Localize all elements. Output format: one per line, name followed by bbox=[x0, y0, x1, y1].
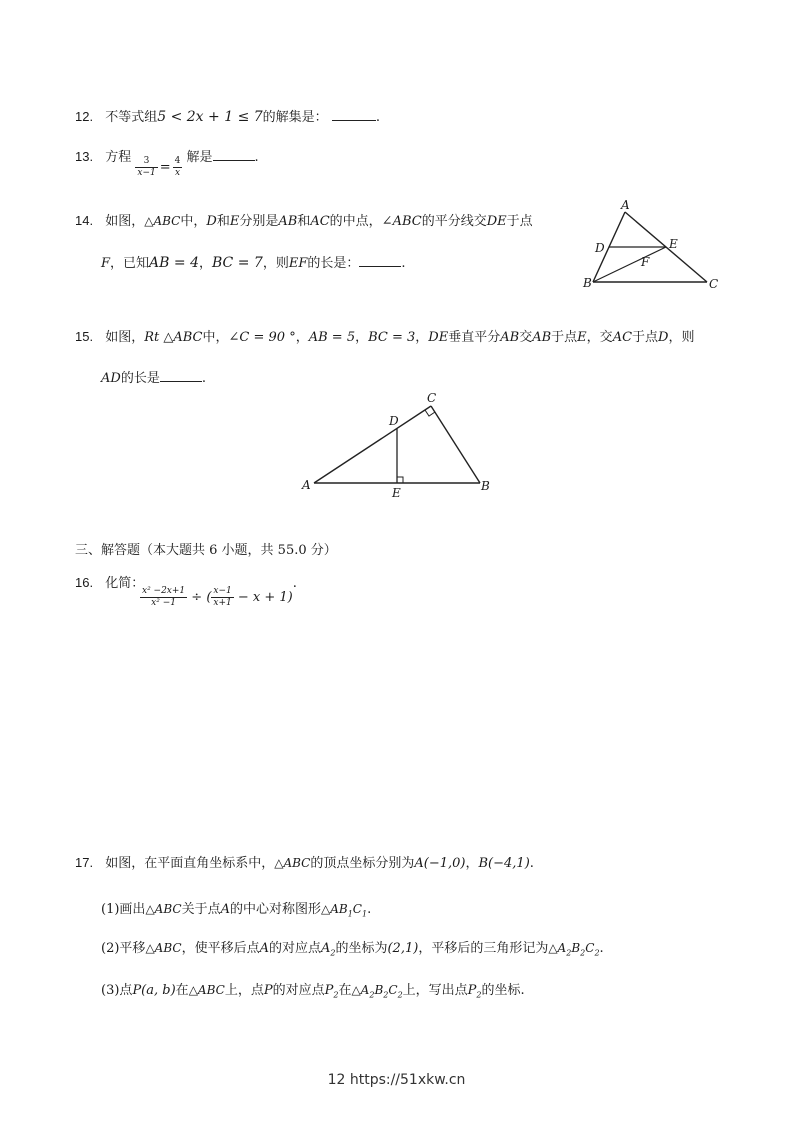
question-number: 14. bbox=[75, 213, 94, 228]
q12-text: 不等式组 bbox=[105, 110, 158, 125]
question-number: 12. bbox=[75, 109, 94, 124]
triangle-figure-15 bbox=[298, 388, 498, 503]
question-14-line2: F，已知AB = 4，BC = 7，则EF的长是： . bbox=[101, 255, 406, 271]
answer-blank[interactable] bbox=[332, 120, 376, 121]
angle: ∠ABC bbox=[381, 214, 422, 229]
triangle: △ABC bbox=[144, 214, 181, 228]
q16-expression: $\frac{\text{x² −2x+1}}{\text{x² −1}}$ ÷ ( $\frac{x-1}{x+1}$ − x + 1). bbox=[142, 576, 297, 608]
label-E: E bbox=[392, 486, 401, 500]
answer-blank[interactable] bbox=[359, 266, 401, 267]
q13-text: 解是 bbox=[186, 150, 213, 165]
page-footer: 12 https://51xkw.cn bbox=[327, 1072, 466, 1088]
period: . bbox=[375, 110, 380, 125]
label-C: C bbox=[427, 391, 437, 405]
fraction: $\frac{3}{x-1}$ bbox=[137, 156, 156, 178]
q12-text: 的解集是： bbox=[262, 110, 328, 125]
fraction: $\frac{4}{x}$ bbox=[174, 156, 181, 178]
label-B: B bbox=[583, 276, 592, 290]
segment-AC bbox=[314, 406, 431, 483]
question-15: 15. 如图，Rt △ABC中，∠C = 90 °，AB = 5，BC = 3，DE垂直平分AB交AB于点E，交AC于点D，则 bbox=[75, 329, 695, 345]
fraction: $\frac{x-1}{x+1}$ bbox=[213, 586, 232, 608]
q17-part-1: (1)画出△ABC关于点A的中心对称图形$\triangle AB_1C_1$. bbox=[101, 902, 372, 919]
question-number: 13. bbox=[75, 149, 94, 164]
question-number: 16. bbox=[75, 575, 94, 590]
right-angle-mark-E bbox=[397, 477, 403, 483]
question-number: 17. bbox=[75, 855, 94, 870]
inequality: 5 < 2x + 1 ≤ 7 bbox=[157, 109, 263, 125]
fraction: $\frac{\text{x² −2x+1}}{\text{x² −1}}$ bbox=[142, 586, 186, 608]
answer-blank[interactable] bbox=[213, 160, 255, 161]
triangle: Rt △ABC bbox=[144, 330, 203, 345]
question-17: 17. 如图，在平面直角坐标系中，△ABC的顶点坐标分别为A(−1,0)，B(−4,1). bbox=[75, 855, 534, 871]
label-D: D bbox=[595, 241, 605, 255]
section-heading: 三、解答题（本大题共 6 小题，共 55.0 分） bbox=[75, 543, 337, 558]
q17-part-3: (3)点P(a, b)在△ABC上，点P的对应点$P_2$在$\triangle A_2B_2C_2$上，写出点$P_2$的坐标. bbox=[101, 983, 525, 1000]
q17-part-2: (2)平移△ABC，使平移后点A的对应点$A_2$的坐标为(2,1)，平移后的三角形记为$\triangle A_2B_2C_2$. bbox=[101, 941, 604, 958]
question-number: 15. bbox=[75, 329, 94, 344]
q13-text: 方程 bbox=[105, 150, 132, 165]
question-13: 13. 方程 $\frac{3}{x-1}$ = $\frac{4}{x}$ 解是 . bbox=[75, 149, 259, 178]
question-14: 14. 如图，△ABC中，D和E分别是AB和AC的中点，∠ABC的平分线交DE于点 bbox=[75, 213, 533, 229]
triangle-figure-14 bbox=[575, 198, 725, 298]
label-A: A bbox=[621, 198, 630, 212]
label-A: A bbox=[302, 478, 311, 492]
segment-BC bbox=[431, 406, 480, 483]
question-15-line2: AD的长是 . bbox=[101, 371, 206, 386]
question-12 bbox=[75, 106, 380, 125]
answer-blank[interactable] bbox=[160, 381, 202, 382]
label-C: C bbox=[709, 277, 719, 291]
question-16: 16. 化简： bbox=[75, 575, 145, 591]
label-F: F bbox=[641, 255, 650, 269]
label-D: D bbox=[389, 414, 399, 428]
label-E: E bbox=[669, 237, 678, 251]
label-B: B bbox=[481, 479, 490, 493]
